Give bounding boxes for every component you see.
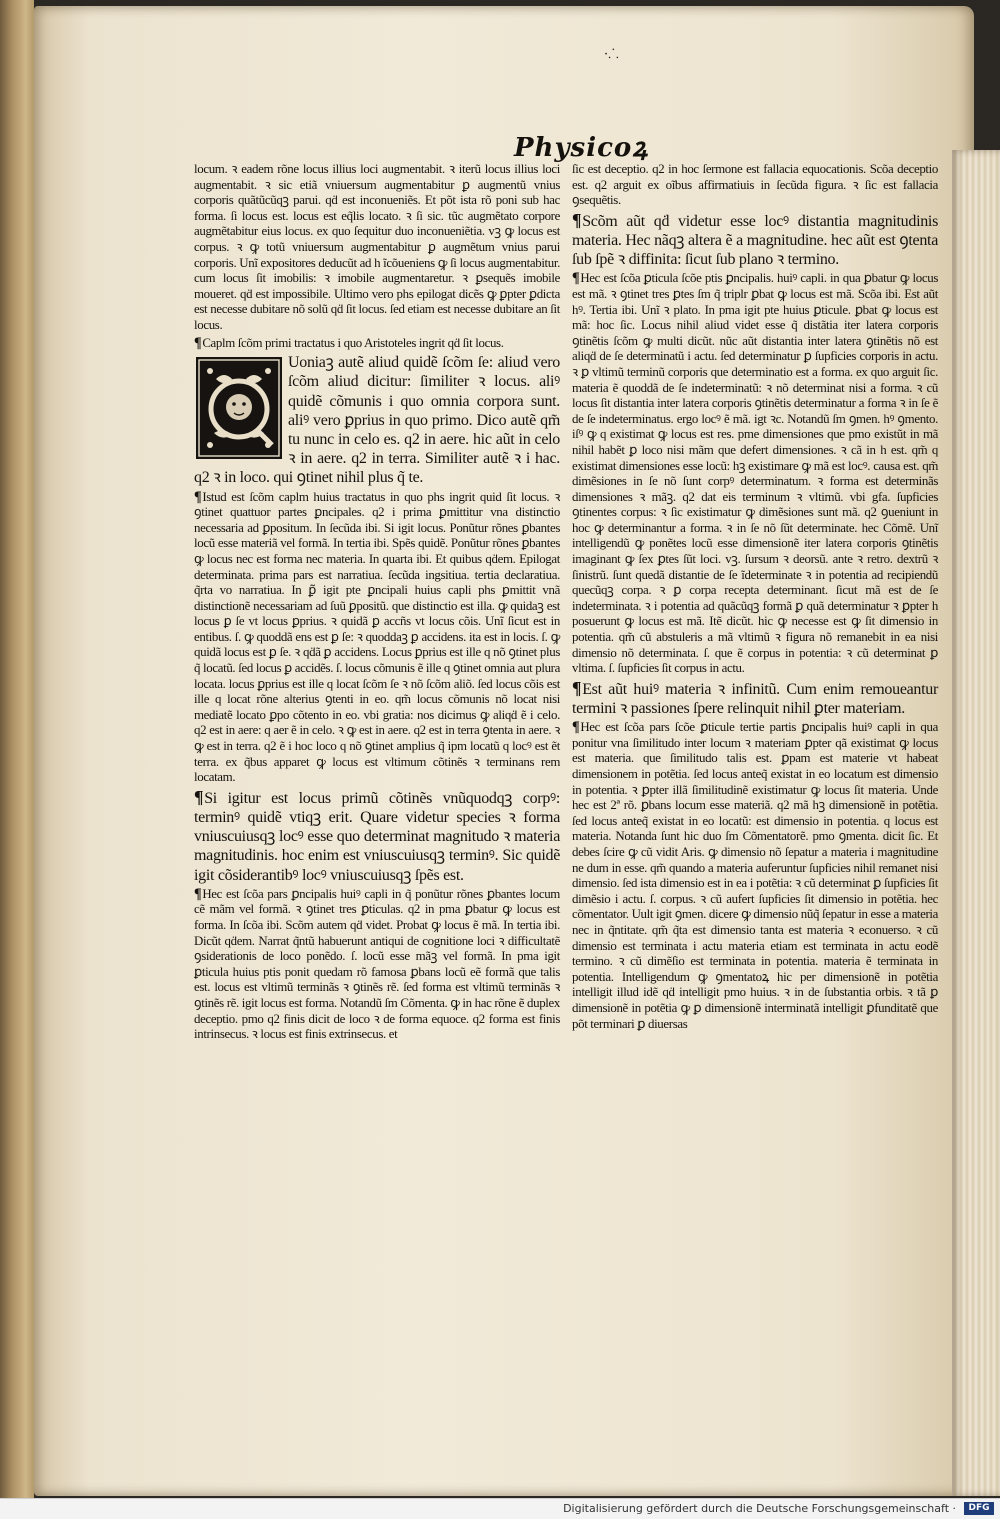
- pilcrow-icon: ¶: [572, 719, 580, 736]
- aristotle-text: Scõm aũt qḋ videtur esse locꝰ distantia magnitudinis materia. Hec nãqꝫ altera ẽ a magnitudine. hec aũt est ꝯtenta ſub ſpẽ ꝛ diffinita: ſicut ſub plano ꝛ termino.: [572, 212, 938, 269]
- paragraph: [194, 887, 560, 1043]
- pilcrow-icon: ¶: [194, 334, 202, 351]
- footer-bar: [0, 1498, 1000, 1519]
- paragraph: [194, 788, 560, 885]
- aristotle-text: Uoniaꝫ autẽ aliud quidẽ ſcõm ſe: aliud vero ſcõm aliud dicitur: ſimiliter ꝛ locus. aliꝰ quidẽ cõmunis i quo omnia corpora sunt. aliꝰ vero ꝑprius in quo primo. Dico autẽ qm̃ tu nunc in celo es. q2 in aere. hic aũt in celo ꝛ in aere. q2 in terra. Similiter autẽ ꝛ i hac. q2 ꝛ in loco. qui ꝯtinet nihil plus q̃ te.: [194, 354, 560, 487]
- chapter-heading: Caplm ſcõm primi tractatus i quo Aristoteles ingrit qḋ ſit locus.: [202, 335, 504, 350]
- right-column: [572, 162, 938, 1034]
- left-column: [194, 162, 560, 1045]
- paragraph: [194, 490, 560, 786]
- aristotle-text: Si igitur est locus primũ cõtinẽs vnũquodqꝫ corpꝰ: terminꝰ quidẽ vtiqꝫ erit. Quare videtur species ꝛ forma vniuscuiusqꝫ locꝰ esse quo determinat magnitudo ꝛ materia magnitudinis. hoc enim est vniuscuiusqꝫ terminꝰ. Sic quidẽ igit cõsiderantibꝰ locꝰ vniuscuiusqꝫ ſpẽs est.: [194, 789, 560, 884]
- paragraph: locum. ꝛ eadem rõne locus illius loci augmentabit. ꝛ iterũ locus illius loci augmentabit. ꝛ sic etiã vniuersum augmentabitur ꝑ augmentũ vnius corporis quãtũcũqꝫ parui. qḋ est inconueniẽs. Et põt ista rõ poni sub hac forma. ſi locus est. locus est eq̃lis locato. ꝛ ſi sic. tũc augmẽtato corpore augmẽtabitur eius locus. ex quo ſequitur duo inconueniẽtia. vꝫ ꝙ locus est corpus. ꝛ ꝙ totũ vniuersum augmentabitur ꝑ augmẽtum vnius parui corporis. Unĩ expositores deducũt ad h ĩcõueniens ꝙ ſi locus augmentabitur. cum locus ſit imobilis: ꝛ imobile augmentaretur. ꝛ ꝑsequẽs imobile moueret. qḋ est impossibile. Ultimo vero phs epilogat dicẽs ꝙ ꝑpter ꝑdicta est necesse dubitare nõ solũ qḋ ſit locus. ſed etiam est necesse dubitare an ſit locus.: [194, 162, 560, 332]
- pilcrow-icon: ¶: [194, 488, 202, 505]
- commentary: Hec est ſcõa pars ſcõe ꝑticule tertie partis ꝑncipalis huiꝰ capli in qua ponitur vna ſimilitudo inter locum ꝛ materiam ꝑpter qã existimat ꝙ locus est materia. que ſimilitudo talis est. ꝑpam est materie vt habeat dimensionem in potẽtia. ſed locus anteq̃ existat in eo locatum est dimensio in potentia. ꝛ ꝑpter illã ſimilitudinẽ existimatur ꝙ locus ſit materia. Unde hec est 2ª rõ. ꝑbans locum esse materiã. q2 mã hꝫ dimensionẽ in potẽtia. ſed locus anteq̃ existat in eo locatũ: est dimensio in potentia. q locus est materia. Notanda ſunt hic duo ſm Cõmentatorẽ. pmo ꝯmenta. dicit ſic. Et debes ſcire ꝙ cũ vidit Aris. ꝙ dimensio nõ ſepatur a materia i magnitudine ne dum in esse. qm̃ quando a materia auferuntur ſupficies nihil remanet nisi dimensio. ſed ista dimensio est in ea i potẽtia: ꝛ cũ determinat ꝑ ſupficies ſit dimẽsio i actu. ſ. corpus. ꝛ cũ aufert ſupficies ſit dimensio in potẽtia. hec cõmentator. Uult igit ꝯmen. dicere ꝙ dimensio nũq̃ ſepatur in esse a materia nec in q̃ntitate. qm̃ q̃ta est dimensio tanta est materia ꝛ econuerso. ꝛ cũ dimensio est terminata i actu materia etiam est terminata in actu eodẽ termino. ꝛ cũ dimẽſio est terminata in potentia. materia ẽ terminata in potentia. Intelligendum ꝙ ꝯmentatoꝝ hic per dimensionẽ in potẽtia intelligit illud idẽ qḋ intelligit pmo huius. ꝛ in de ſubstantia orbis. ꝛ tã ꝑ dimensionẽ in potẽtia ꝙ ꝑ dimensionẽ interminatã intelligit ꝑfunditatẽ que põt terminari ꝑ diuersas: [572, 720, 938, 1031]
- running-head: Physicoꝝ: [514, 133, 649, 163]
- pilcrow-icon: ¶: [572, 209, 582, 230]
- commentary: ſic est deceptio. q2 in hoc ſermone est fallacia equocationis. Scõa deceptio est. q2 arguit ex oĩbus affirmatiuis in ſecũda figura. ꝛ ſic est fallacia ꝯsequẽtis.: [572, 162, 938, 208]
- decorated-initial-art: [196, 357, 282, 459]
- commentary: Hec est ſcõa pars ꝑncipalis huiꝰ capli in q̃ ponũtur rõnes ꝑbantes locum cẽ mãm vel formã. ꝛ ꝯtinet tres ꝑticulas. q2 in pma ꝑbatur ꝙ locus est forma. In ſcõa ibi. Scõm autem qḋ videt. Probat ꝙ locus ẽ mã. In tertia ibi. Dicũt qḋem. Narrat q̃ntũ habuerunt antiqui de cognitione loci ꝛ difficultatẽ ꝯsiderationis de loco ponẽdo. ſ. locũ esse mãꝫ vel formã. In pma igit ꝑticula huius ptis ponit quedam rõ famosa ꝑbans locũ eẽ formã que talis est. locus est vltimũ terminãs ꝛ ꝯtinẽs rẽ. ſed forma est vltimũ terminãs ꝛ ꝯtinẽs rẽ. igit locus est forma. Notandũ ſm Cõmenta. ꝙ in hac rõne ẽ duplex deceptio. pmo q2 finis dicit de loco ꝛ de forma equoce. q2 forma est finis intrinsecus. ꝛ locus est finis extrinsecus. et: [194, 886, 560, 1042]
- commentary: Hec est ſcõa ꝑticula ſcõe ptis ꝑncipalis. huiꝰ capli. in qua ꝑbatur ꝙ locus est mã. ꝛ ꝯtinet tres ꝑtes ſm q̃ triplr ꝑbat ꝙ locus est mã. Scõa ibi. Est aũt hꝰ. Tertia ibi. Unĩ ꝛ plato. In pma igit pte huius ꝑticule. ꝑbat ꝙ locus est mã: hoc ſic. Locus nihil aliud videt esse q̃ distãtia iter latera corporis ꝯtinẽtis ſcõm ꝙ multi dicũt. nũc aũt distantia inter latera ꝯtinẽtis nõ est aliqḋ de ſe determinatũ i actu. ſed determinatur ꝑ ſupficies corporis in actu. ꝛ ꝑ vltimũ terminũ corporis que determinatio est a forma. ex quo arguit ſic. materia ẽ quoddã de ſe indeterminatũ: ꝛ nõ determinat nisi a forma. ꝛ cũ locus ſit distantia inter latera corporis ꝯtinẽtis determinatur a forma ꝛ in ſe ẽ de ſe indeterminatus. ergo locꝰ ẽ mã. igt ꝛc. Notandũ ſm ꝯmen. hꝰ ꝯmento. iſꝰ ꝙ q existimat ꝙ locus est res. pme dimensiones que pmo existũt in mã nihil habẽt ꝑ loco nisi mãm que defert dimensiones. ꝛ cã in h est. qm̃ q existimat dimensiones esse locũ: hꝫ existimare ꝙ mã est locꝰ. causa est. qm̃ dimẽsiones in ſe nõ ſunt corpꝰ determinatum. ꝛ forma est determinãs dimensiones ꝛ mãꝫ. q2 dat eis terminum ꝛ vltimũ. vbi gfa. ſupficies ꝯtinentes corpus: ꝛ ſic existimatur ꝙ dimẽsiones sunt mã. q2 ꝯueniunt in hoc ꝙ determinantur a forma. ꝛ in ſe nõ ſũt determinate. hec Cõmẽ. Unĩ intelligendũ ꝙ ponẽtes locũ esse dimensionẽ iter latera corporis ꝯtinẽtis imaginant ꝙ ſex ꝑtes ſũt loci. vꝫ. ſursum ꝛ deorsũ. ante ꝛ retro. dextrũ ꝛ ſinistrũ. ſunt quedã distantie de ſe ĩdeterminate ꝛ in potentia ad recipiendũ quecũqꝫ corpa. ꝛ ꝑ corpa recepta determinant. ſicut mã est de ſe indeterminata. ꝛ i potentia ad quãcũqꝫ formã ꝑ quã determinatur ꝛ ꝑpter h posuerunt ꝙ locus est mã. Itẽ dicũt. hic ꝙ necesse est ꝙ ſit dimensio in potentia. qm̃ cũ abstuleris a mã vltimũ ꝛ figura nõ remanebit in ea nisi dimensio nõ determinata. ſ. que ẽ corpus in potentia: ꝛ cũ determinat ꝑ vltima. ſ. ſupficies ſit corpus in actu.: [572, 271, 938, 676]
- paragraph: [572, 679, 938, 718]
- pilcrow-icon: ¶: [572, 677, 582, 698]
- left-page-edge: [0, 0, 34, 1498]
- aristotle-text: Est aũt huiꝰ materia ꝛ infinitũ. Cum enim remoueantur termini ꝛ passiones ſpere relinquit nihil ꝑter materiam.: [572, 680, 938, 718]
- dfg-logo: DFG: [964, 1502, 994, 1515]
- page-mark: ·⸫: [604, 47, 619, 62]
- decorated-initial: [196, 357, 282, 459]
- text-with-initial: [194, 353, 560, 489]
- paragraph: [572, 211, 938, 270]
- paragraph: [572, 271, 938, 676]
- pilcrow-icon: ¶: [194, 885, 202, 902]
- pilcrow-icon: ¶: [572, 270, 580, 287]
- right-page-stack: [952, 150, 1000, 1496]
- funding-credit: Digitalisierung gefördert durch die Deutsche Forschungsgemeinschaft ·: [563, 1502, 956, 1515]
- paragraph: [194, 336, 560, 352]
- paragraph: [572, 720, 938, 1032]
- commentary: Istud est ſcõm caplm huius tractatus in quo phs ingrit quid ſit locus. ꝛ ꝯtinet quattuor partes ꝑncipales. q2 i prima ꝑmittitur vna distinctio necessaria ad ꝑpositum. In ſecũda ibi. Si igit locus. Ponũtur rõnes ꝑbantes locũ esse materiã vel formã. In tertia ibi. Spẽs quidẽ. Ponũtur rõnes ꝑbantes ꝙ locus nec est forma nec materia. In quarta ibi. Et quibus qḋem. Epilogat determinata. prima pars est narratiua. ſecũda ingsitiua. tertia declaratiua. q̃rta vo narratiua. In ꝑ̃ igit pte ꝑncipali huius capli phs ꝑmittit vnã distinctionẽ necessariam ad ſuũ ꝑpositũ. que distinctio est illa. ꝙ quidaꝫ est locus ꝑ ſe vt locus ꝑprius. ꝛ quidã ꝑ accñs vt locus cõis. Unĩ ſicut est in entibus. ſ. ꝙ quoddã ens est ꝑ ſe: ꝛ quoddaꝫ ꝑ accidens. ita est in locis. ſ. ꝙ quidã locus est ꝑ ſe. ꝛ qḋã ꝑ accidens. Locus ꝑprius est ille q nõ ꝯtinet plus q̃ locatũ. ſed locus ꝑ accidẽs. ſ. locus cõmunis ẽ ille q ꝯtinet omnia aut plura locata. locus ꝑprius est ille q locat ſcõm ſe ꝛ nõ ſcõm aliõ. ſed locus cõis est ille q locat rõne alterius ꝯtenti in eo. qm̃ locus cõmunis nõ locat nisi mediatẽ locato ꝑpo cõtento in eo. vbi gratia: nos dicimus ꝙ aliqḋ ẽ i celo. q2 est in aere: q aer ẽ in celo. ꝛ ꝙ est in aere. q2 est in terra ꝯtenta in aere. ꝛ ꝙ est in terra. q2 ẽ i hoc loco q nõ ꝯtinet amplius q̃ ipm locatũ q locꝰ est ẽt terra. ex q̃bus apparet ꝙ locus est vltimum cõtinẽs ꝛ terminans rem locatam.: [194, 489, 560, 785]
- pilcrow-icon: ¶: [194, 786, 204, 807]
